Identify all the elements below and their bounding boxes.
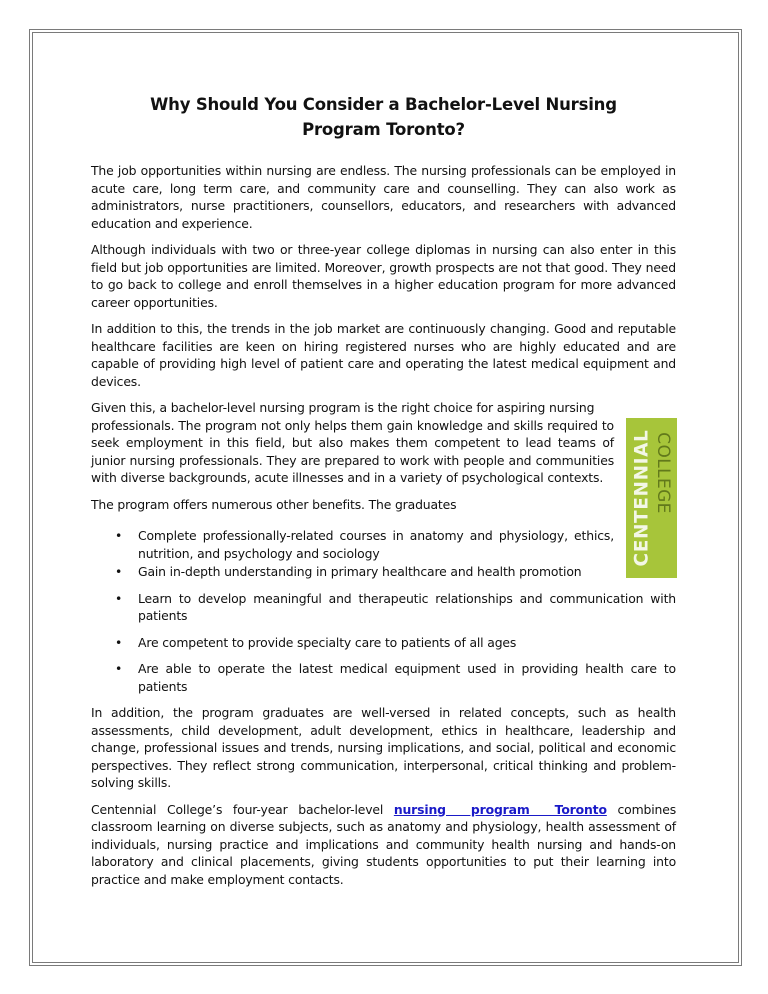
bullet-icon: • (115, 528, 123, 543)
logo-primary (630, 418, 654, 578)
list-item-text: Complete professionally-related courses in anatomy and physiology, ethics, nutrition, and psychology and sociology (138, 528, 614, 561)
centennial-college-logo (626, 418, 677, 578)
title-line-2: Program Toronto? (302, 120, 465, 139)
list-item (91, 660, 676, 695)
logo-primary-text: CENTENNIAL (631, 429, 653, 567)
paragraph-bachelor-choice-rest: professionals. The program not only helps them gain knowledge and skills required to seek employment in this field, but also makes them competent to lead teams of junior nursing professionals. They are prepared to work with people and communities with diverse backgrounds, acute illnesses and in a variety of psychological contexts. (91, 417, 614, 485)
list-item-text: Gain in-depth understanding in primary healthcare and health promotion (138, 564, 582, 579)
nursing-program-toronto-link[interactable]: nursing program Toronto (393, 801, 607, 817)
bullet-icon: • (115, 661, 123, 676)
paragraph-centennial-before-link: Centennial College’s four-year bachelor-level (91, 801, 394, 817)
benefits-list (91, 527, 676, 695)
bullet-icon: • (115, 634, 123, 650)
list-item-text: Are able to operate the latest medical equipment used in providing health care to patients (138, 661, 676, 694)
logo-secondary (652, 418, 674, 528)
list-item (91, 590, 676, 625)
paragraph-benefits-intro: The program offers numerous other benefits. The graduates (91, 496, 457, 512)
paragraph-bachelor-choice-line1: Given this, a bachelor-level nursing program is the right choice for aspiring nursing (91, 400, 595, 415)
paragraph-centennial (91, 801, 676, 889)
paragraph-job-market-trends: In addition to this, the trends in the job market are continuously changing. Good and reputable healthcare facilities are keen on hiring registered nurses who are highly educated and are capable of providing high level of patient care and operating the latest medical equipment and devices. (91, 321, 676, 389)
list-item-text: Are competent to provide specialty care to patients of all ages (138, 634, 517, 650)
paragraph-job-opportunities: The job opportunities within nursing are endless. The nursing professionals can be employed in acute care, long term care, and community care and counselling. They can also work as administrators, nurse practitioners, counsellors, educators, and researchers with advanced education and experience. (91, 163, 676, 231)
paragraph-diplomas: Although individuals with two or three-year college diplomas in nursing can also enter in this field but job opportunities are limited. Moreover, growth prospects are not that good. They need to go back to college and enroll themselves in a higher education program for more advanced career opportunities. (91, 242, 676, 310)
document-title (91, 92, 676, 142)
list-item (91, 634, 676, 652)
list-item (91, 527, 614, 562)
paragraph-centennial-after-link: combines classroom learning on diverse subjects, such as anatomy and physiology, health assessment of individuals, nursing practice and implications and community health nursing and hands-on laboratory and clinical placements, giving students opportunities to put their learning into practice and make employment contacts. (91, 801, 676, 887)
list-item-text: Learn to develop meaningful and therapeutic relationships and communication with patients (138, 590, 676, 623)
logo-secondary-text: COLLEGE (653, 432, 673, 514)
document-body (91, 92, 676, 897)
bullet-icon: • (115, 590, 123, 606)
bullet-icon: • (115, 564, 123, 579)
list-item (91, 563, 614, 581)
title-line-1: Why Should You Consider a Bachelor-Level Nursing (150, 95, 617, 114)
paragraph-concepts: In addition, the program graduates are well-versed in related concepts, such as health assessments, child development, adult development, ethics in healthcare, leadership and change, professional issues and trends, nursing implications, and social, political and economic perspectives. They reflect strong communication, interpersonal, critical thinking and problem-solving skills. (91, 705, 676, 790)
paragraph-bachelor-choice (91, 399, 676, 487)
